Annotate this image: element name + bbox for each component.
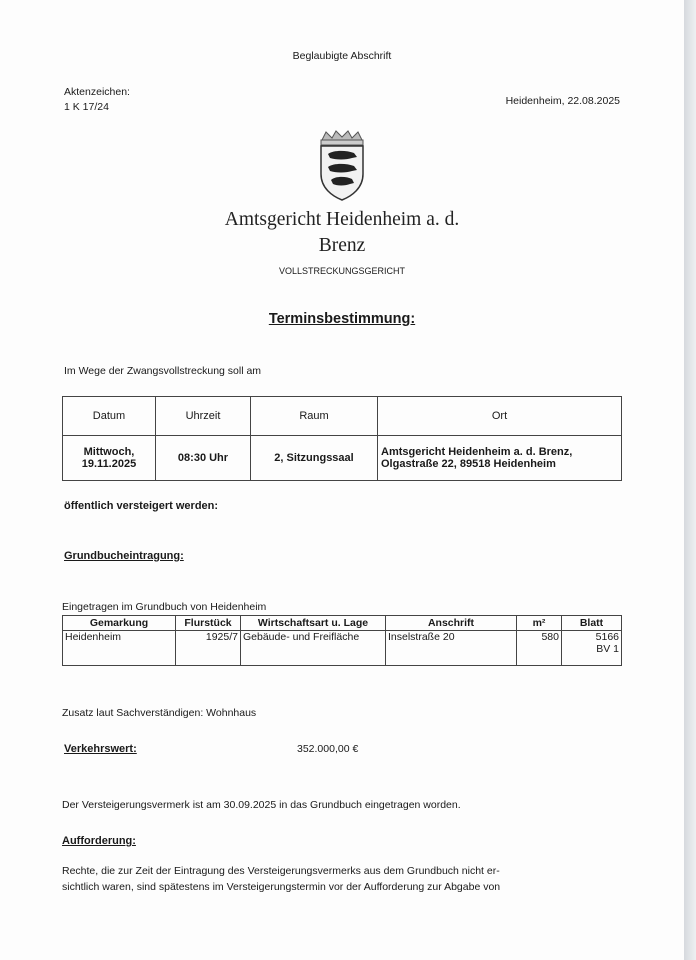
- place-date: Heidenheim, 22.08.2025: [505, 95, 620, 107]
- col-wirtschaftsart: Wirtschaftsart u. Lage: [241, 616, 386, 631]
- col-gemarkung: Gemarkung: [63, 616, 176, 631]
- header-room: Raum: [251, 397, 378, 436]
- appointment-date: [63, 436, 156, 481]
- auction-text: öffentlich versteigert werden:: [64, 500, 219, 512]
- place-line2: Olgastraße 22, 89518 Heidenheim: [381, 458, 556, 470]
- appointment-room: 2, Sitzungssaal: [251, 436, 378, 481]
- court-name-line1: Amtsgericht Heidenheim a. d.: [224, 209, 460, 230]
- request-heading: Aufforderung:: [62, 835, 136, 847]
- land-registry-intro: Eingetragen im Grundbuch von Heidenheim: [62, 601, 267, 613]
- request-line2: sichtlich waren, sind spätestens im Versteigerungstermin vor der Aufforderung zur Abgabe von: [62, 881, 501, 893]
- blatt-bv: BV 1: [596, 643, 619, 655]
- land-registry-heading: Grundbucheintragung:: [64, 550, 184, 562]
- col-flaeche: m²: [517, 616, 562, 631]
- date-weekday: Mittwoch,: [83, 446, 135, 458]
- cell-gemarkung: Heidenheim: [63, 631, 176, 666]
- cell-flurstueck: 1925/7: [176, 631, 241, 666]
- value-label: Verkehrswert:: [64, 743, 137, 755]
- land-registry-table: [62, 615, 622, 666]
- coat-of-arms-icon: [316, 130, 368, 202]
- col-anschrift: Anschrift: [386, 616, 517, 631]
- header-date: Datum: [63, 397, 156, 436]
- cell-anschrift: Inselstraße 20: [386, 631, 517, 666]
- place-line1: Amtsgericht Heidenheim a. d. Brenz,: [381, 446, 573, 458]
- certified-copy-label: Beglaubigte Abschrift: [292, 50, 392, 62]
- col-blatt: Blatt: [562, 616, 622, 631]
- cell-flaeche: 580: [517, 631, 562, 666]
- appointment-table: [62, 396, 622, 481]
- cell-blatt: [562, 631, 622, 666]
- addition-text: Zusatz laut Sachverständigen: Wohnhaus: [62, 707, 257, 719]
- entry-note: Der Versteigerungsvermerk ist am 30.09.2025 in das Grundbuch eingetragen worden.: [62, 799, 461, 811]
- table-row: [63, 631, 622, 666]
- court-name-line2: Brenz: [318, 235, 366, 256]
- blatt-number: 5166: [595, 631, 619, 643]
- appointment-time: 08:30 Uhr: [156, 436, 251, 481]
- request-line1: Rechte, die zur Zeit der Eintragung des Versteigerungsvermerks aus dem Grundbuch nicht er-: [62, 865, 500, 877]
- file-number-label: Aktenzeichen:: [64, 86, 130, 98]
- date-value: 19.11.2025: [81, 458, 137, 470]
- page-edge: [684, 0, 696, 960]
- appointment-place: [378, 436, 622, 481]
- file-number: 1 K 17/24: [64, 101, 109, 113]
- cell-wirtschaftsart: Gebäude- und Freifläche: [241, 631, 386, 666]
- intro-text: Im Wege der Zwangsvollstreckung soll am: [64, 365, 262, 377]
- col-flurstueck: Flurstück: [176, 616, 241, 631]
- header-place: Ort: [378, 397, 622, 436]
- court-department: VOLLSTRECKUNGSGERICHT: [278, 266, 406, 276]
- value-amount: 352.000,00 €: [297, 743, 359, 755]
- document-title: Terminsbestimmung:: [268, 311, 416, 327]
- header-time: Uhrzeit: [156, 397, 251, 436]
